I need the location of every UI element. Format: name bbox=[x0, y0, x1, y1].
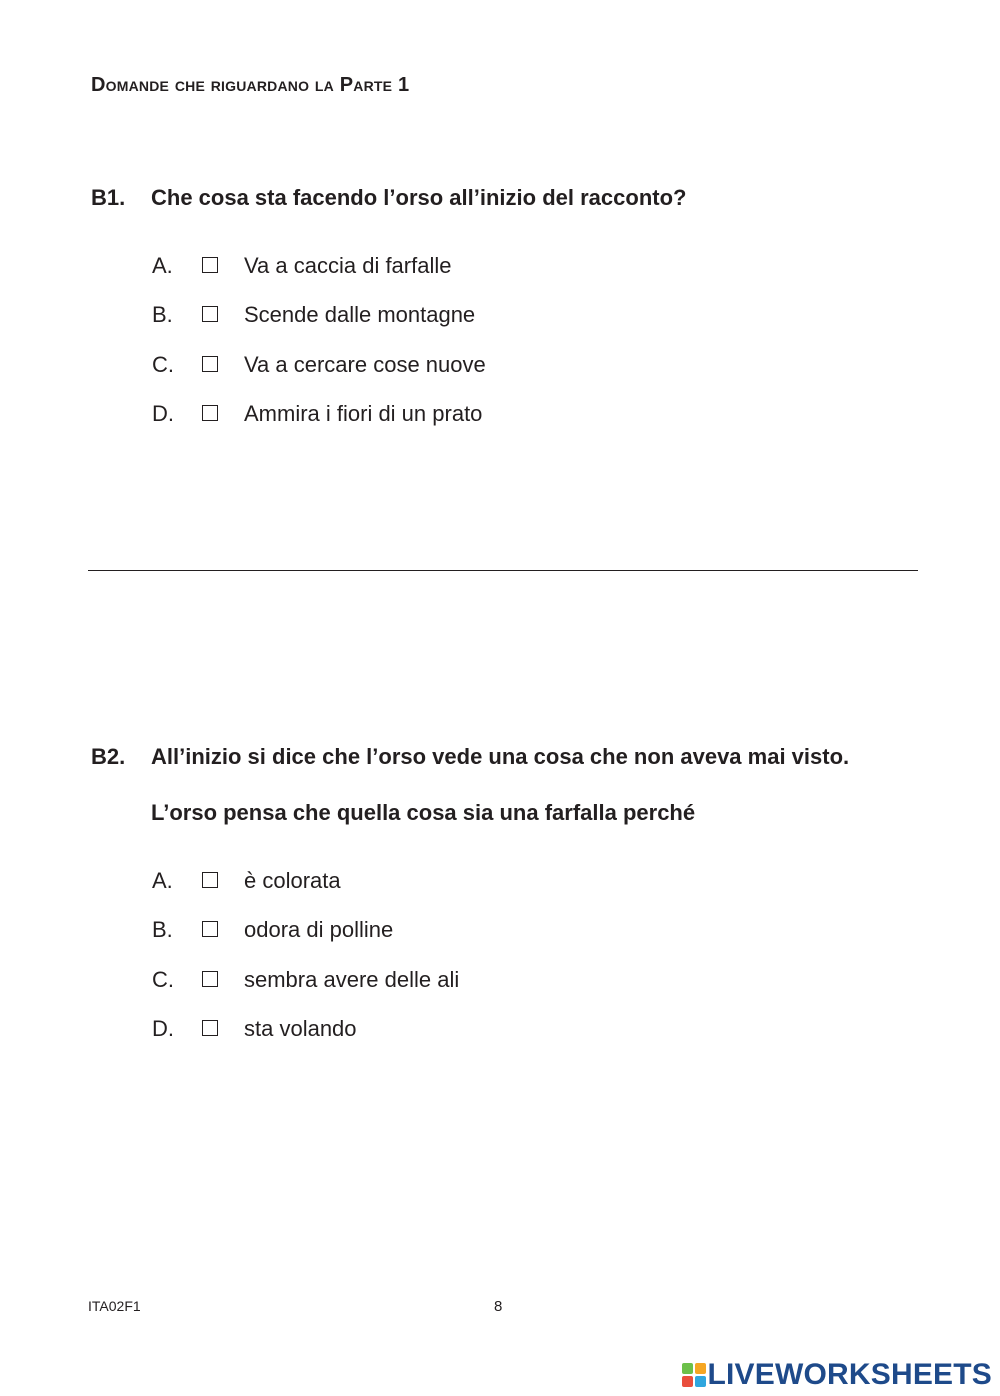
option-letter: C. bbox=[152, 966, 174, 992]
question-text-line2: L’orso pensa che quella cosa sia una farfalla perché bbox=[151, 800, 696, 825]
divider bbox=[88, 570, 918, 571]
option-letter: B. bbox=[152, 917, 173, 943]
liveworksheets-logo-icon bbox=[682, 1363, 706, 1387]
option-letter: A. bbox=[152, 253, 173, 278]
option-label: Va a caccia di farfalle bbox=[244, 253, 452, 278]
option-letter: D. bbox=[152, 1015, 174, 1041]
checkbox[interactable] bbox=[202, 1020, 218, 1036]
question-text: Che cosa sta facendo l’orso all’inizio del racconto? bbox=[151, 185, 687, 210]
checkbox[interactable] bbox=[202, 921, 218, 937]
page-number: 8 bbox=[494, 1298, 503, 1315]
option-label: sta volando bbox=[244, 1015, 357, 1041]
document-code: ITA02F1 bbox=[88, 1298, 141, 1314]
checkbox[interactable] bbox=[202, 872, 218, 888]
option-label: è colorata bbox=[244, 868, 341, 893]
checkbox[interactable] bbox=[202, 971, 218, 987]
question-text: All’inizio si dice che l’orso vede una cosa che non aveva mai visto. bbox=[151, 744, 850, 769]
option-label: odora di polline bbox=[244, 917, 394, 943]
checkbox[interactable] bbox=[202, 306, 218, 322]
option-label: Scende dalle montagne bbox=[244, 302, 476, 328]
checkbox[interactable] bbox=[202, 356, 218, 372]
section-heading: Domande che riguardano la Parte 1 bbox=[91, 74, 410, 96]
option-label: Va a cercare cose nuove bbox=[244, 351, 486, 377]
checkbox[interactable] bbox=[202, 257, 218, 273]
option-letter: D. bbox=[152, 400, 174, 426]
option-letter: A. bbox=[152, 868, 173, 893]
question-number: B2. bbox=[91, 744, 126, 769]
question-number: B1. bbox=[91, 185, 126, 210]
option-label: Ammira i fiori di un prato bbox=[244, 400, 483, 426]
brand-text: LIVEWORKSHEETS bbox=[707, 1358, 992, 1391]
liveworksheets-logo[interactable] bbox=[682, 1360, 993, 1390]
option-label: sembra avere delle ali bbox=[244, 966, 460, 992]
checkbox[interactable] bbox=[202, 405, 218, 421]
option-letter: B. bbox=[152, 302, 173, 328]
option-letter: C. bbox=[152, 351, 174, 377]
